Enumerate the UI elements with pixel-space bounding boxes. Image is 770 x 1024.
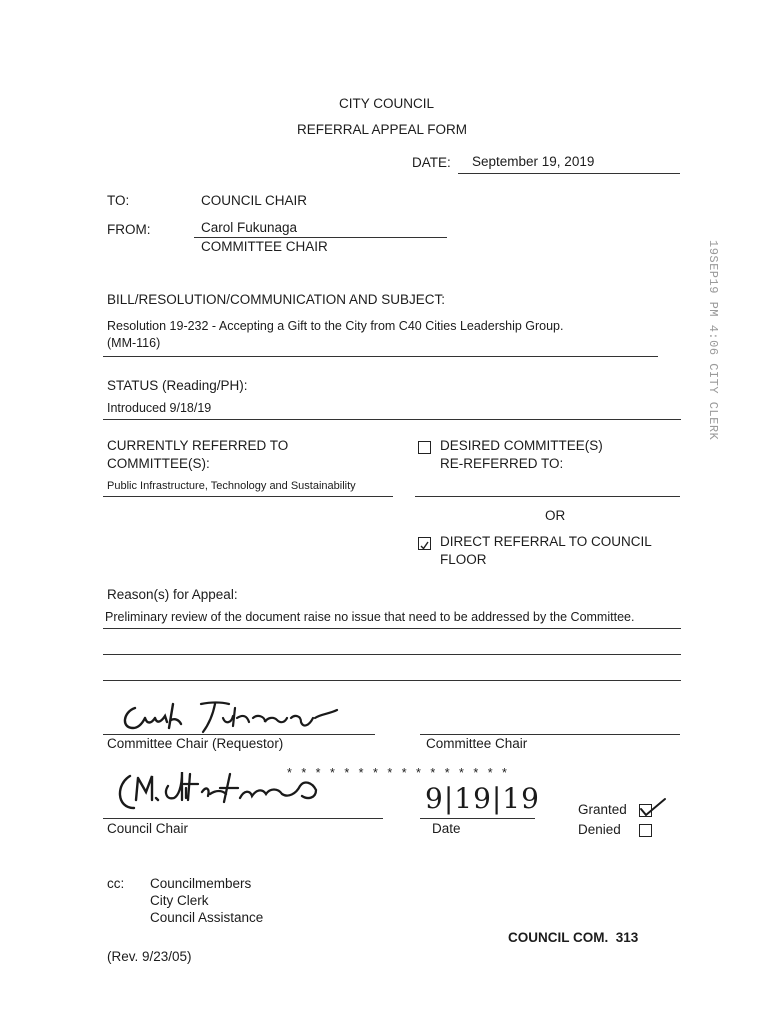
reasons-label: Reason(s) for Appeal: bbox=[107, 587, 238, 602]
subject-label: BILL/RESOLUTION/COMMUNICATION AND SUBJECT: bbox=[107, 292, 446, 307]
subject-line-2: (MM-116) bbox=[107, 336, 161, 350]
direct-referral-checkbox[interactable] bbox=[418, 537, 431, 550]
date-signature-line bbox=[420, 818, 535, 819]
council-chair-signature bbox=[112, 764, 332, 820]
from-label: FROM: bbox=[107, 222, 151, 237]
current-committee-value: Public Infrastructure, Technology and Sustainability bbox=[107, 480, 356, 492]
from-underline bbox=[194, 237, 447, 238]
status-value: Introduced 9/18/19 bbox=[107, 401, 212, 415]
cc-recipient: Councilmembers bbox=[150, 876, 252, 891]
reasons-line-2 bbox=[103, 654, 681, 655]
granted-label: Granted bbox=[578, 802, 627, 817]
direct-referral-label-2: FLOOR bbox=[440, 552, 487, 567]
to-value: COUNCIL CHAIR bbox=[201, 193, 308, 208]
clerk-stamp: 19SEP19 PM 4:06 CITY CLERK bbox=[706, 240, 720, 441]
subject-line-1: Resolution 19-232 - Accepting a Gift to the City from C40 Cities Leadership Group. bbox=[107, 319, 564, 333]
current-committee-label-1: CURRENTLY REFERRED TO bbox=[107, 438, 289, 453]
revision-note: (Rev. 9/23/05) bbox=[107, 949, 192, 964]
from-name: Carol Fukunaga bbox=[201, 220, 298, 235]
desired-committee-label-1: DESIRED COMMITTEE(S) bbox=[440, 438, 603, 453]
or-label: OR bbox=[545, 508, 566, 523]
org-title: CITY COUNCIL bbox=[339, 96, 435, 111]
council-chair-label: Council Chair bbox=[107, 821, 189, 836]
council-chair-signature-line bbox=[103, 818, 383, 819]
granted-check-mark-icon bbox=[638, 797, 668, 821]
reasons-line-3 bbox=[103, 680, 681, 681]
date-underline bbox=[458, 173, 680, 174]
desired-committee-label-2: RE-REFERRED TO: bbox=[440, 456, 564, 471]
requestor-signature bbox=[115, 694, 345, 738]
requestor-signature-line bbox=[103, 734, 375, 735]
committee-chair-signature-line bbox=[420, 734, 680, 735]
status-label: STATUS (Reading/PH): bbox=[107, 378, 248, 393]
status-underline bbox=[103, 419, 681, 420]
from-title: COMMITTEE CHAIR bbox=[201, 239, 328, 254]
reasons-line-1 bbox=[103, 628, 681, 629]
asterisk-divider: * * * * * * * * * * * * * * * * bbox=[287, 766, 510, 780]
form-title: REFERRAL APPEAL FORM bbox=[297, 122, 468, 137]
current-committee-label-2: COMMITTEE(S): bbox=[107, 456, 210, 471]
document-id: COUNCIL COM. 313 bbox=[508, 930, 639, 945]
committee-chair-label: Committee Chair bbox=[426, 736, 528, 751]
subject-underline bbox=[103, 356, 658, 357]
cc-label: cc: bbox=[107, 876, 125, 891]
check-mark-icon bbox=[419, 540, 430, 551]
handwritten-date: 9|19|19 bbox=[425, 782, 540, 815]
denied-label: Denied bbox=[578, 822, 621, 837]
current-committee-underline bbox=[103, 496, 393, 497]
denied-checkbox[interactable] bbox=[639, 824, 652, 837]
date-label: DATE: bbox=[412, 155, 451, 170]
direct-referral-label-1: DIRECT REFERRAL TO COUNCIL bbox=[440, 534, 652, 549]
desired-committee-underline bbox=[415, 496, 680, 497]
desired-committee-checkbox[interactable] bbox=[418, 441, 431, 454]
reasons-text: Preliminary review of the document raise no issue that need to be addressed by the Committee. bbox=[105, 610, 635, 624]
to-label: TO: bbox=[107, 193, 130, 208]
date-value: September 19, 2019 bbox=[472, 154, 595, 169]
requestor-label: Committee Chair (Requestor) bbox=[107, 736, 284, 751]
date-field-label: Date bbox=[432, 821, 461, 836]
cc-recipient: Council Assistance bbox=[150, 910, 264, 925]
cc-recipient: City Clerk bbox=[150, 893, 209, 908]
